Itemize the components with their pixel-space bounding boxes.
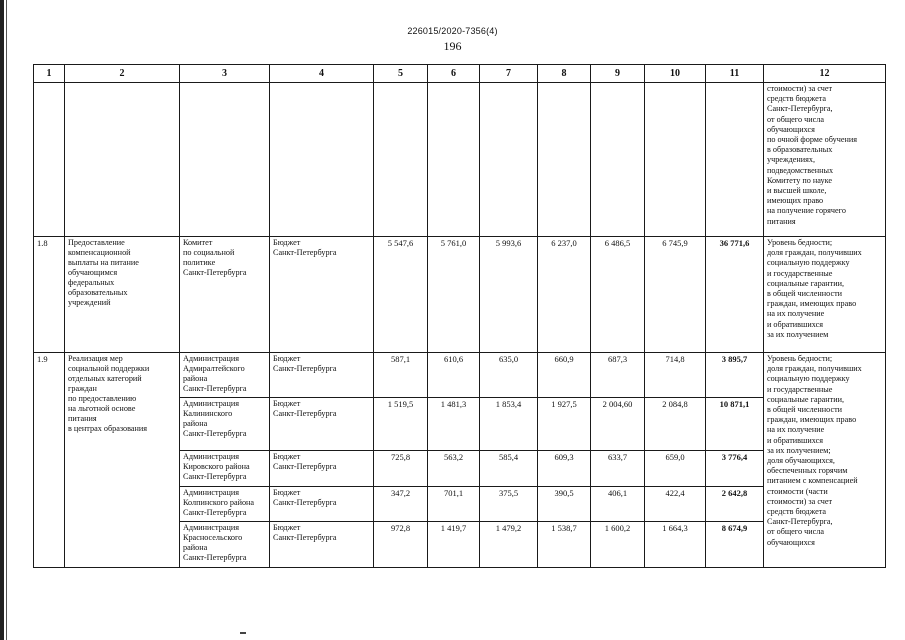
value-cell: 1 419,7 [428,522,480,568]
total-cell: 3 895,7 [706,353,764,398]
indicator-text: Уровень бедности; доля граждан, получивших социальную поддержку и государственные социальные гарантии, в общей численности граждан, имеющих право на их получение и обратившихся за их получением; доля обучающихся, обеспеченных горячим питанием с компенсацией стоимости (части стоимости) за счет средств бюджета Санкт-Петербурга, от общего числа обучающихся [764,353,886,568]
value-cell: 5 547,6 [374,237,428,353]
value-cell: 659,0 [645,451,706,487]
funding-source: Бюджет Санкт-Петербурга [270,237,374,353]
funding-source: Бюджет Санкт-Петербурга [270,522,374,568]
budget-table [33,64,886,568]
value-cell: 6 486,5 [591,237,645,353]
col-header-7: 7 [480,65,538,83]
col-header-11: 11 [706,65,764,83]
funding-source: Бюджет Санкт-Петербурга [270,487,374,522]
col-header-5: 5 [374,65,428,83]
value-cell: 701,1 [428,487,480,522]
row-code: 1.8 [34,237,65,353]
value-cell: 5 993,6 [480,237,538,353]
value-cell: 635,0 [480,353,538,398]
row-code: 1.9 [34,353,65,568]
executor: Администрация Калининского района Санкт-Петербурга [180,398,270,451]
funding-source: Бюджет Санкт-Петербурга [270,398,374,451]
funding-source: Бюджет Санкт-Петербурга [270,353,374,398]
value-cell: 6 745,9 [645,237,706,353]
total-cell: 36 771,6 [706,237,764,353]
indicator-text: Уровень бедности; доля граждан, получивших социальную поддержку и государственные социальные гарантии, в общей численности граждан, имеющих право на их получение и обратившихся за их получением [764,237,886,353]
value-cell: 1 853,4 [480,398,538,451]
value-cell: 347,2 [374,487,428,522]
executor: Администрация Кировского района Санкт-Петербурга [180,451,270,487]
value-cell: 1 664,3 [645,522,706,568]
executor: Администрация Красносельского района Санкт-Петербурга [180,522,270,568]
value-cell: 1 519,5 [374,398,428,451]
scan-mark [240,632,246,634]
value-cell: 687,3 [591,353,645,398]
value-cell: 1 600,2 [591,522,645,568]
value-cell: 585,4 [480,451,538,487]
value-cell: 1 927,5 [538,398,591,451]
value-cell: 972,8 [374,522,428,568]
col-header-2: 2 [65,65,180,83]
value-cell: 390,5 [538,487,591,522]
continuation-indicator: стоимости) за счет средств бюджета Санкт-Петербурга, от общего числа обучающихся по очной форме обучения в образовательных учреждениях, подведомственных Комитету по науке и высшей школе, имеющих право на получение горячего питания [764,83,886,237]
value-cell: 1 481,3 [428,398,480,451]
col-header-4: 4 [270,65,374,83]
value-cell: 1 479,2 [480,522,538,568]
col-header-1: 1 [34,65,65,83]
continuation-row [34,83,886,237]
measure-name: Предоставление компенсационной выплаты на питание обучающимся федеральных образовательных учреждений [65,237,180,353]
value-cell: 660,9 [538,353,591,398]
value-cell: 6 237,0 [538,237,591,353]
col-header-3: 3 [180,65,270,83]
value-cell: 2 084,8 [645,398,706,451]
table-row-1-9 [34,353,886,398]
value-cell: 375,5 [480,487,538,522]
value-cell: 725,8 [374,451,428,487]
value-cell: 5 761,0 [428,237,480,353]
value-cell: 610,6 [428,353,480,398]
executor: Администрация Колпинского района Санкт-Петербурга [180,487,270,522]
executor: Администрация Адмиралтейского района Санкт-Петербурга [180,353,270,398]
document-id: 226015/2020-7356(4) [407,26,498,36]
value-cell: 2 004,60 [591,398,645,451]
executor: Комитет по социальной политике Санкт-Петербурга [180,237,270,353]
value-cell: 422,4 [645,487,706,522]
total-cell: 3 776,4 [706,451,764,487]
total-cell: 8 674,9 [706,522,764,568]
col-header-12: 12 [764,65,886,83]
value-cell: 609,3 [538,451,591,487]
header-row [34,65,886,83]
table-row-1-8 [34,237,886,353]
value-cell: 633,7 [591,451,645,487]
total-cell: 10 871,1 [706,398,764,451]
value-cell: 1 538,7 [538,522,591,568]
total-cell: 2 642,8 [706,487,764,522]
value-cell: 587,1 [374,353,428,398]
col-header-6: 6 [428,65,480,83]
col-header-9: 9 [591,65,645,83]
scan-edge-line [6,0,7,640]
value-cell: 714,8 [645,353,706,398]
page-number: 196 [443,39,462,53]
scan-edge [0,0,4,640]
value-cell: 406,1 [591,487,645,522]
col-header-8: 8 [538,65,591,83]
col-header-10: 10 [645,65,706,83]
value-cell: 563,2 [428,451,480,487]
funding-source: Бюджет Санкт-Петербурга [270,451,374,487]
measure-name: Реализация мер социальной поддержки отдельных категорий граждан по предоставлению на льготной основе питания в центрах образования [65,353,180,568]
